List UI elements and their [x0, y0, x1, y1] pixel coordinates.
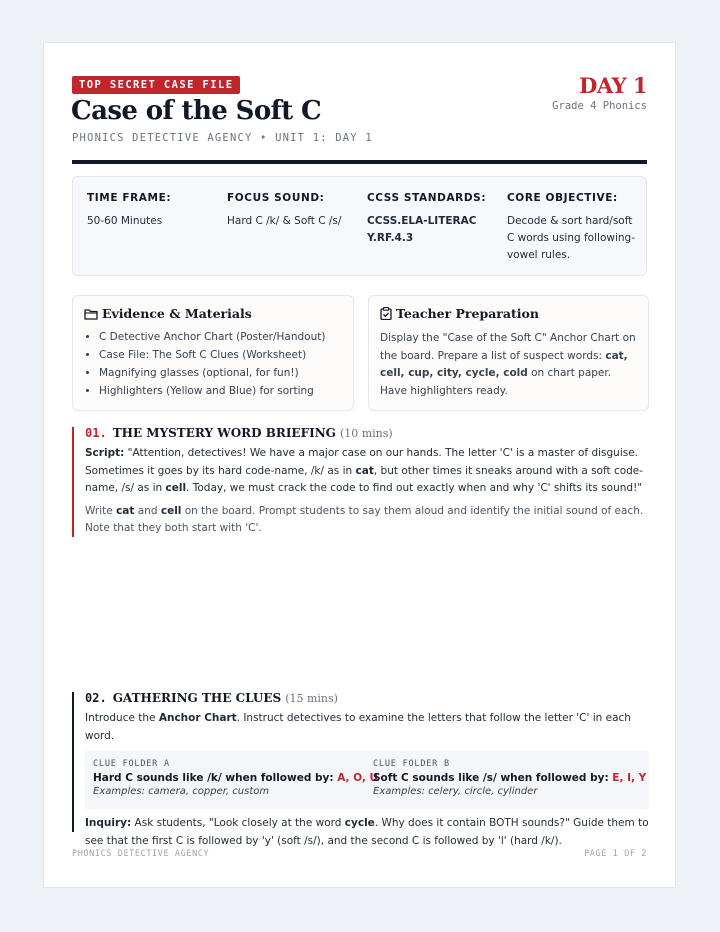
- intro-text: . Instruct detectives to examine the letters that follow the letter 'C' in each word.: [85, 712, 631, 742]
- keyword-cell: cell: [160, 504, 182, 517]
- folder-rule-text: Hard C sounds like /k/ when followed by:: [93, 772, 338, 784]
- day-label: DAY 1: [579, 73, 647, 98]
- prep-text-part: on chart paper. Have highlighters ready.: [380, 367, 612, 397]
- info-value: Hard C /k/ & Soft C /s/: [227, 215, 342, 227]
- grade-label: Grade 4 Phonics: [552, 100, 647, 112]
- instruction-text: Write: [85, 504, 117, 517]
- folder-label: CLUE FOLDER A: [93, 759, 170, 769]
- info-ccss-standards: [367, 192, 487, 247]
- inquiry-paragraph: [85, 815, 649, 850]
- folder-rule: [93, 772, 379, 784]
- script-paragraph: [85, 445, 649, 498]
- folder-rule-text: Soft C sounds like /s/ when followed by:: [373, 772, 613, 784]
- clue-folders: [85, 751, 649, 809]
- section-mystery-word-briefing: [72, 427, 649, 537]
- materials-card: [72, 295, 354, 411]
- info-label: FOCUS SOUND:: [227, 192, 325, 204]
- info-core-objective: [507, 192, 637, 264]
- materials-title-text: Evidence & Materials: [102, 306, 252, 321]
- list-item: • Case File: The Soft C Clues (Worksheet): [99, 346, 325, 364]
- prep-title-text: Teacher Preparation: [396, 306, 539, 321]
- inquiry-text: Ask students, "Look closely at the word: [131, 817, 345, 829]
- prep-text: [380, 330, 638, 400]
- page-subtitle: PHONICS DETECTIVE AGENCY • UNIT 1: DAY 1: [72, 132, 373, 144]
- footer-agency: PHONICS DETECTIVE AGENCY: [72, 849, 210, 859]
- info-value: CCSS.ELA-LITERACY.RF.4.3: [367, 215, 477, 244]
- section-number: 01.: [85, 426, 107, 440]
- page-title: Case of the Soft C: [71, 96, 322, 126]
- prep-text-part: Display the "Case of the Soft C" Anchor Chart on the board. Prepare a list of suspect words:: [380, 332, 636, 362]
- instruction-text: on the board. Prompt students to say them aloud and identify the initial sound of each. Note that they both start with 'C'.: [85, 504, 644, 534]
- folder-examples: Examples: camera, copper, custom: [93, 786, 270, 797]
- section-title: GATHERING THE CLUES: [112, 691, 282, 705]
- inquiry-text: . Why does it contain BOTH sounds?" Guide them to see that the first C is followed by 'y' (soft /s/), and the second C is followed by 'l' (hard /k/).: [85, 817, 649, 847]
- inquiry-label: Inquiry:: [85, 817, 132, 829]
- header-divider: [72, 160, 647, 164]
- section-title: THE MYSTERY WORD BRIEFING: [112, 426, 336, 440]
- lesson-info-box: [72, 176, 647, 276]
- clue-folder-a: [93, 759, 379, 797]
- section-duration: (15 mins): [285, 692, 338, 705]
- info-value: Decode & sort hard/soft C words using following-vowel rules.: [507, 215, 635, 261]
- folder-rule: [373, 772, 647, 784]
- top-secret-badge: TOP SECRET CASE FILE: [72, 76, 240, 94]
- section-duration: (10 mins): [339, 427, 393, 440]
- info-label: CORE OBJECTIVE:: [507, 192, 618, 204]
- intro-text: Introduce the: [85, 712, 159, 724]
- folder-letters: A, O, U: [337, 772, 379, 784]
- prep-title: [380, 306, 539, 321]
- folder-icon: [84, 308, 98, 320]
- keyword-cycle: cycle: [344, 817, 375, 829]
- section-gathering-the-clues: [72, 691, 649, 847]
- script-text: "Attention, detectives! We have a major case on our hands. The letter 'C' is a master of disguise. Sometimes it goes by its hard code-name, /k/ as in: [85, 447, 639, 477]
- info-label: CCSS STANDARDS:: [367, 192, 487, 204]
- keyword-cell: cell: [165, 482, 187, 494]
- materials-title: [84, 306, 252, 321]
- folder-examples: Examples: celery, circle, cylinder: [373, 786, 538, 797]
- list-item: • Magnifying glasses (optional, for fun!): [99, 364, 325, 382]
- instruction-paragraph: [85, 503, 649, 538]
- suspect-words: cat, cell, cup, city, cycle, cold: [380, 349, 628, 379]
- keyword-cat: cat: [116, 504, 135, 517]
- script-text: . Today, we must crack the code to find out exactly when and why 'C' shifts its sound!": [186, 482, 643, 494]
- teacher-prep-card: [368, 295, 649, 411]
- info-focus-sound: [227, 192, 355, 230]
- script-label: Script:: [85, 447, 125, 459]
- section-number: 02.: [85, 691, 107, 705]
- list-item: • Highlighters (Yellow and Blue) for sorting: [99, 382, 325, 400]
- info-time-frame: [87, 192, 215, 230]
- folder-letters: E, I, Y: [612, 772, 647, 784]
- intro-paragraph: [85, 710, 649, 745]
- section-heading: [85, 691, 649, 705]
- info-value: 50-60 Minutes: [87, 215, 163, 227]
- footer-page-number: PAGE 1 OF 2: [584, 849, 647, 859]
- folder-label: CLUE FOLDER B: [373, 759, 450, 769]
- clipboard-check-icon: [380, 307, 392, 320]
- clue-folder-b: [373, 759, 647, 797]
- instruction-text: and: [134, 504, 161, 517]
- anchor-chart-keyword: Anchor Chart: [158, 712, 237, 724]
- script-text: , but other times it sneaks around with a soft code-name, /s/ as in: [85, 464, 644, 494]
- materials-list: [99, 328, 325, 400]
- keyword-cat: cat: [355, 464, 374, 477]
- section-heading: [85, 426, 649, 440]
- lesson-page: [43, 42, 676, 888]
- info-label: TIME FRAME:: [87, 192, 172, 204]
- list-item: • C Detective Anchor Chart (Poster/Handout): [99, 328, 325, 346]
